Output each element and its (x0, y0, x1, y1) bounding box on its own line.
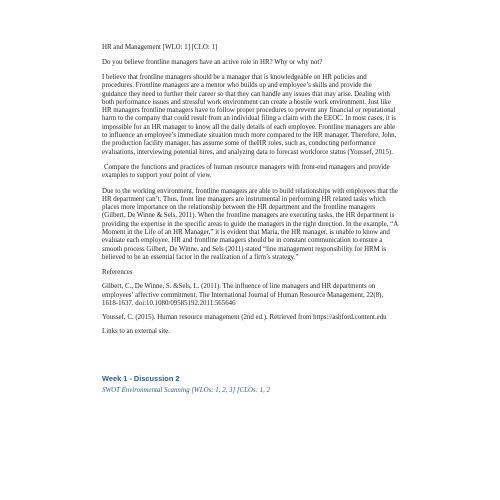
next-discussion-subheading: SWOT Environmental Scanning [WLOs: 1, 2, 3] [CLOs: 1, 2 (102, 387, 271, 395)
compare-prompt: Compare the functions and practices of human resource managers with front-end managers and provide examples to support your point of view. (102, 163, 390, 180)
compare-answer: Due to the working environment, frontline managers are able to build relationships with employees that the HR department can’t. Thus, front line managers are instrumental in performing HR related tasks which places more importance on the relationship between the HR department and the frontline managers (Gilbert, De Winne & Sels, 2011). When the frontline managers are executing tasks, the HR department is providing the expertise in the specific areas to guide the managers in the right direction. In the example, “A Moment in the Life of an HR Manager,” it is evident that Maria, the HR manager, is unable to know and evaluate each employee. HR and frontline managers should be in constant communication to ensure a smooth process Gilbert, De Winne, and Sels (2011) stated “line management responsibility for HRM is believed to be an essential factor in the realization of a firm’s strategy.” (102, 187, 398, 261)
answer-paragraph: I believe that frontline managers should be a manager that is knowledgeable on HR policies and procedures. Frontline managers are a mentor who builds up and employee’s skills and provide the guidance they need to further their career so that they can handle any issues that may arise. Dealing with both performance issues and stressful work environment can create a hostile work environment. Just like HR managers frontline managers have to follow proper procedures to prevent any financial or reputational harm to the company that could result from an individual filing a claim with the EEOC. In most cases, it is impossible for an HR manager to know all the daily details of each employee. Frontline managers are able to influence an employee’s immediate situation much more compared to the HR manager. Therefore, John, the production facility manager, has assume some of theHR roles, such as, conducting performance evaluations, interviewing potential hires, and analyzing data to forecast workforce status (Youssef, 2015). (102, 74, 397, 156)
next-discussion-heading: Week 1 - Discussion 2 (102, 374, 180, 384)
external-link-note[interactable]: Links to an external site. (102, 328, 170, 336)
reference-item: Gilbert, C., De Winne, S. &Sels, L. (2011). The influence of line managers and HR departments on employees’ affective commitment. The International Journal of Human Resource Management, 22(8), 1618-1637. doi:10.1080/09585192.2011.565646 (102, 283, 384, 307)
section-header: HR and Management [WLO: 1] [CLO: 1] (102, 44, 218, 51)
references-title: References (102, 269, 133, 277)
discussion-question: Do you believe frontline managers have an active role in HR? Why or why not? (102, 59, 323, 66)
reference-item[interactable]: Youssef, C. (2015). Human resource management (2nd ed.). Retrieved from https://ashford.content.edu (102, 314, 387, 322)
document-page (102, 44, 398, 395)
